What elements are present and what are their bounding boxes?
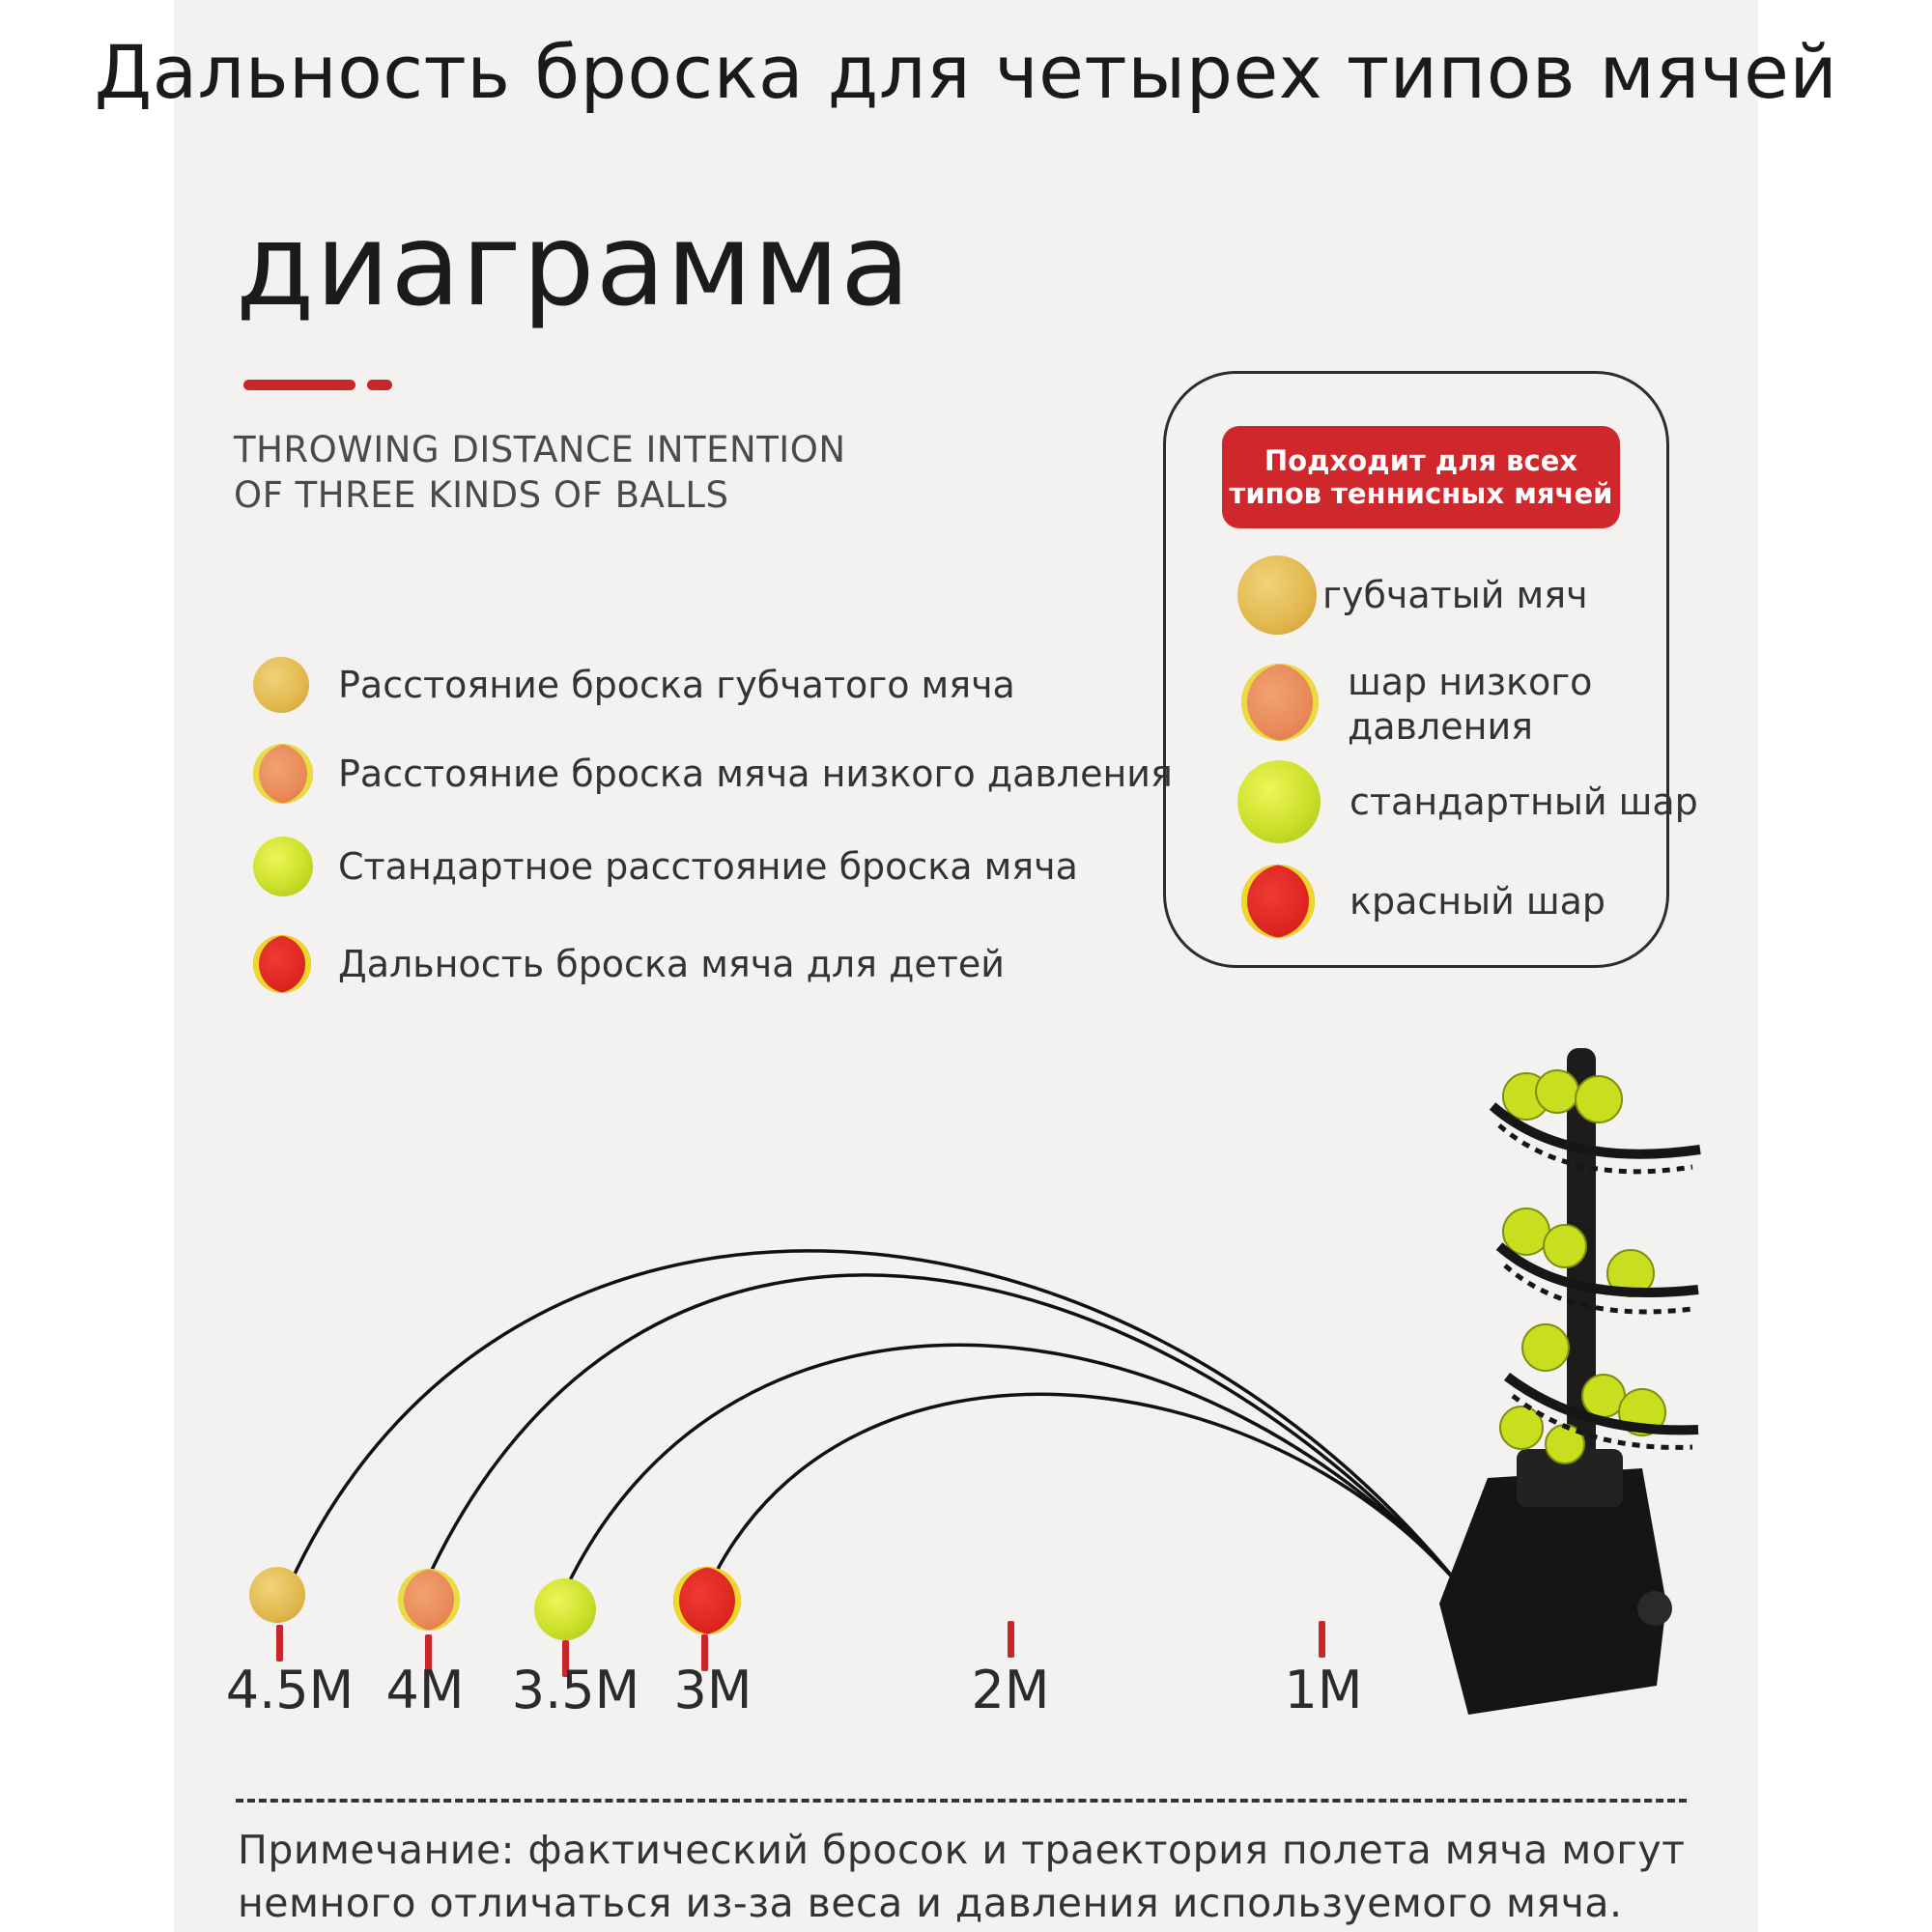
english-subtitle-line-1: THROWING DISTANCE INTENTION: [234, 429, 846, 470]
box-header-line-2: типов теннисных мячей: [1229, 477, 1613, 510]
distance-tick-4-5m: [276, 1625, 283, 1662]
page-title: Дальность броска для четырех типов мячей: [94, 29, 1838, 115]
trajectory-4-5m: [290, 1251, 1459, 1584]
legend-label: Расстояние броска губчатого мяча: [338, 664, 1015, 706]
divider-dashed: [236, 1799, 1687, 1803]
distance-label-4-5m: 4.5M: [225, 1660, 355, 1720]
box-item-label: шар низкого давления: [1348, 661, 1593, 748]
low-pressure-ball-icon: [398, 1569, 460, 1631]
footnote-line-2: немного отличаться из-за веса и давления используемого мяча.: [238, 1880, 1623, 1926]
section-heading: диаграмма: [236, 198, 912, 331]
legend-label: Дальность броска мяча для детей: [338, 943, 1005, 985]
ball-machine-icon: [1439, 1048, 1700, 1715]
legend-label: Расстояние броска мяча низкого давления: [338, 753, 1173, 795]
box-header-line-1: Подходит для всех: [1264, 444, 1578, 477]
footnote-line-1: Примечание: фактический бросок и траектория полета мяча могут: [238, 1827, 1686, 1873]
distance-label-2m: 2M: [971, 1660, 1050, 1720]
distance-tick-2m: [1008, 1621, 1014, 1658]
distance-label-1m: 1M: [1284, 1660, 1363, 1720]
legend-label: Стандартное расстояние броска мяча: [338, 845, 1078, 888]
distance-label-3m: 3M: [673, 1660, 753, 1720]
box-item-label: губчатый мяч: [1322, 574, 1588, 616]
english-subtitle-line-2: OF THREE KINDS OF BALLS: [234, 474, 729, 516]
trajectories: [290, 1251, 1459, 1584]
trajectory-4m: [425, 1275, 1459, 1584]
footnote: [238, 1824, 1685, 1930]
red-ball-icon: [673, 1567, 741, 1634]
distance-label-4m: 4M: [385, 1660, 465, 1720]
trajectory-3m: [715, 1394, 1459, 1584]
trajectory-3-5m: [568, 1345, 1459, 1584]
distance-tick-1m: [1319, 1621, 1325, 1658]
box-item-label: стандартный шар: [1350, 781, 1698, 823]
distance-label-3-5m: 3.5M: [511, 1660, 640, 1720]
standard-ball-icon: [534, 1578, 596, 1640]
box-item-label: красный шар: [1350, 880, 1606, 923]
sponge-ball-icon: [249, 1567, 305, 1623]
